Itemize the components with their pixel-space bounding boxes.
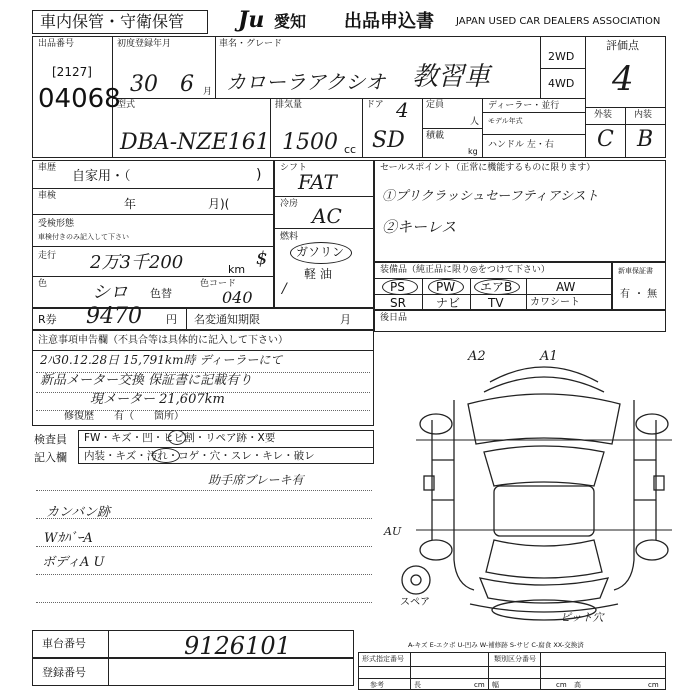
- color-code-value: 040: [222, 288, 253, 307]
- damage-legend: A-キズ E-エクボ U-凹み W-補修跡 S-サビ C-腐食 XX-交換済: [408, 641, 584, 649]
- mileage-label: 走行: [38, 251, 57, 261]
- acceptance-note: 車検付きのみ記入して下さい: [38, 233, 129, 241]
- new-warranty-yes: 有: [620, 289, 630, 300]
- sales-points-box: [374, 160, 666, 262]
- drive-4wd: 4WD: [548, 77, 575, 90]
- shift-check-mark: /: [282, 281, 287, 297]
- interior-label: 内装: [634, 110, 653, 120]
- first-registration-year: 30: [130, 72, 158, 97]
- recycle-label: R券: [38, 313, 57, 326]
- handle-label: ハンドル 左・右: [488, 140, 554, 150]
- name-change-month: 月: [340, 313, 351, 326]
- association-name: JAPAN USED CAR DEALERS ASSOCIATION: [456, 16, 661, 27]
- name-change-label: 名変通知期限: [194, 313, 260, 326]
- stain-code-circle: [152, 448, 180, 463]
- listing-sub-number: [2127]: [52, 65, 92, 79]
- chassis-label: 車台番号: [42, 637, 86, 650]
- storage-title: 車内保管・守衛保管: [40, 12, 185, 31]
- sales-points-label: セールスポイント（正常に機能するものに限ります）: [380, 163, 596, 173]
- equipment-label: 装備品（純正品に限り◎をつけて下さい）: [380, 265, 550, 275]
- displacement-unit: cc: [344, 143, 357, 156]
- chassis-value: 9126101: [184, 632, 291, 660]
- diagram-a2: A2: [468, 349, 486, 364]
- fuel-label: 燃料: [280, 232, 299, 242]
- ac-label: 冷房: [280, 199, 299, 209]
- history-value: 自家用・（: [72, 169, 131, 184]
- rating-label: 評価点: [606, 39, 639, 52]
- recycle-value: 9470: [86, 304, 142, 329]
- history-close-paren: ): [256, 167, 262, 183]
- mileage-unit: km: [228, 263, 246, 276]
- diagram-au: AU: [384, 525, 402, 538]
- ju-logo: Ju: [238, 7, 265, 33]
- mileage-check-mark: $: [256, 248, 268, 269]
- dealer-label: ディーラー・並行: [488, 101, 560, 111]
- equip-airbag: エアB: [480, 280, 513, 294]
- length-unit: cm: [474, 681, 485, 689]
- door-value: 4: [396, 98, 409, 122]
- ac-value: AC: [312, 204, 342, 228]
- category-number-label: 類別区分番号: [494, 655, 536, 663]
- equip-tv: TV: [488, 296, 504, 310]
- interior-grade: B: [637, 127, 654, 152]
- later-items-box: [374, 310, 666, 332]
- note-passenger-brake: 助手席ブレーキ有: [208, 473, 304, 487]
- mileage-value: 2万3千200: [90, 252, 184, 273]
- sales-point-1: ①プリクラッシュセーフティアシスト: [382, 189, 599, 204]
- first-registration-label: 初度登録年月: [117, 39, 172, 49]
- shift-label: シフト: [280, 163, 308, 173]
- note-wiper-cover: WｶﾊﾞｰA: [44, 531, 93, 546]
- spare-label: スペア: [400, 597, 430, 608]
- acceptance-label: 受検形態: [38, 219, 75, 229]
- width-unit: cm: [556, 681, 567, 689]
- interior-codes: 内装・キズ・汚れ・コゲ・穴・スレ・キレ・破レ: [84, 450, 315, 462]
- width-label: 幅: [492, 681, 499, 689]
- form-title: 出品申込書: [344, 11, 434, 32]
- notes-line-3: 現メーター 21,607km: [90, 392, 225, 407]
- capacity-label: 定員: [426, 100, 445, 110]
- drive-2wd: 2WD: [548, 50, 575, 63]
- equip-aw: AW: [556, 280, 576, 294]
- notes-line-1: 2ﾊ30.12.28日 15,791km時 ディーラーにて: [40, 353, 283, 367]
- load-unit: kg: [468, 147, 478, 156]
- equip-sr: SR: [390, 296, 406, 310]
- door-type: SD: [372, 128, 405, 153]
- load-label: 積載: [426, 131, 445, 141]
- sales-point-2: ②キーレス: [382, 218, 457, 236]
- shift-value: FAT: [298, 170, 337, 194]
- note-signboard-mark: カンバン跡: [46, 505, 111, 520]
- repair-value: 有（ 箇所）: [114, 411, 184, 422]
- equip-ps: PS: [390, 280, 405, 294]
- format-number-label: 形式指定番号: [362, 655, 404, 663]
- new-warranty-label: 新車保証書: [618, 267, 653, 275]
- notes-line-2: 新品メーター交換 保証書に記載有り: [40, 373, 253, 388]
- new-warranty-no: ・ 無: [634, 289, 658, 300]
- color-label: 色: [38, 279, 48, 289]
- exterior-codes: FW・キズ・凹・ヒビ割・リペア跡・X要: [84, 432, 276, 444]
- fuel-gasoline: ガソリン: [296, 245, 345, 259]
- equip-pw: PW: [436, 280, 456, 294]
- pit-hole-label: ピット穴: [560, 611, 604, 624]
- height-label: 高: [574, 681, 581, 689]
- equip-leather-seat: カワシート: [530, 297, 580, 308]
- inspection-month: 月)(: [208, 197, 230, 211]
- model-year-label: モデル年式: [488, 117, 523, 125]
- reference-label: 参考: [370, 681, 384, 689]
- color-change-label: 色替: [150, 287, 172, 300]
- type-label: 型式: [117, 100, 136, 110]
- door-label: ドア: [366, 100, 384, 110]
- logo-prefecture: 愛知: [274, 12, 307, 31]
- model-note: 教習車: [412, 62, 491, 92]
- notes-label: 注意事項申告欄（不具合等は具体的に記入して下さい）: [38, 335, 288, 346]
- history-label: 車歴: [38, 163, 57, 173]
- first-registration-month: 6: [180, 72, 194, 97]
- diagram-a1: A1: [540, 349, 558, 364]
- rating-value: 4: [612, 59, 634, 99]
- model-grade-value: カローラアクシオ: [226, 70, 386, 94]
- registration-label: 登録番号: [42, 666, 86, 679]
- listing-number: 04068: [38, 84, 121, 114]
- color-code-label: 色コード: [200, 279, 237, 289]
- model-grade-label: 車名・グレード: [219, 39, 283, 49]
- fuel-diesel: 軽 油: [304, 267, 332, 281]
- recycle-unit: 円: [166, 313, 177, 326]
- later-items-label: 後日品: [380, 313, 408, 323]
- height-unit: cm: [648, 681, 659, 689]
- note-body: ボディA U: [42, 555, 105, 570]
- listing-number-label: 出品番号: [38, 39, 75, 49]
- length-label: 長: [414, 681, 421, 689]
- color-value: シロ: [92, 282, 128, 303]
- write-label: 記入欄: [34, 451, 67, 464]
- capacity-unit: 人: [470, 117, 480, 127]
- equip-navi: ナビ: [436, 296, 461, 310]
- repair-label: 修復歴: [64, 411, 94, 422]
- inspector-label: 検査員: [34, 433, 67, 446]
- displacement-value: 1500: [282, 130, 338, 155]
- exterior-grade: C: [597, 127, 614, 152]
- inspection-year: 年: [124, 197, 137, 211]
- dent-code-circle: [168, 430, 186, 445]
- type-value: DBA-NZE161: [120, 130, 270, 155]
- displacement-label: 排気量: [275, 100, 303, 110]
- exterior-label: 外装: [594, 110, 613, 120]
- inspection-label: 車検: [38, 191, 57, 201]
- first-registration-month-unit: 月: [203, 87, 213, 97]
